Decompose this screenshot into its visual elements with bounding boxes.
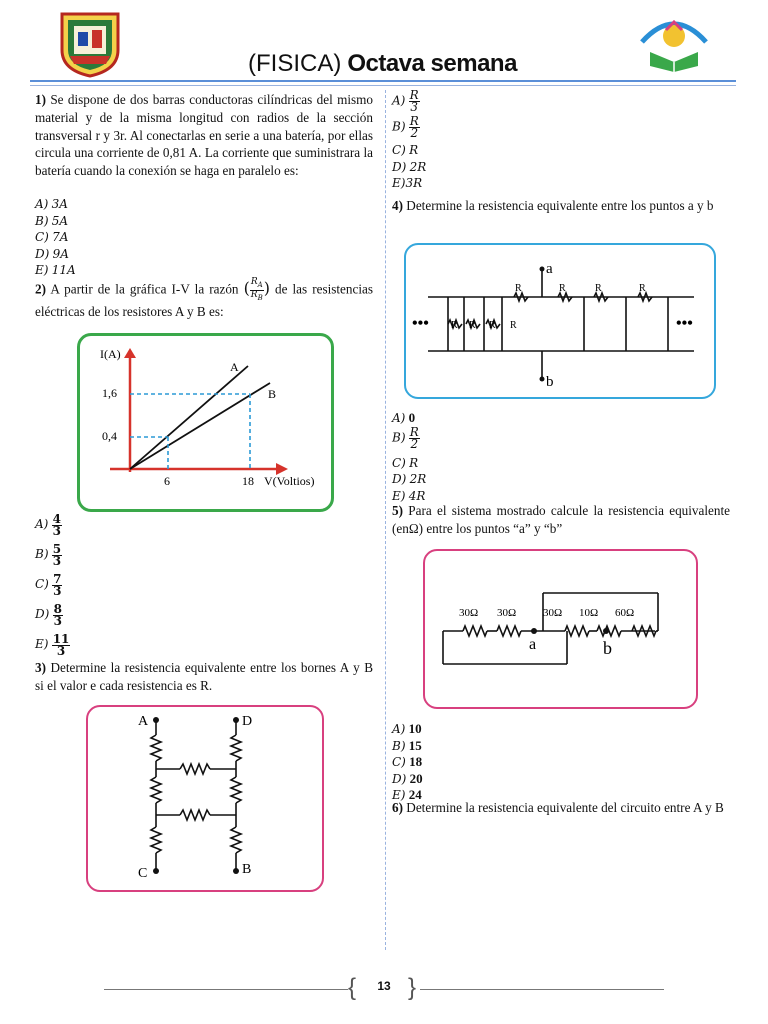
option-row [392,90,426,116]
y-axis-arrow [124,348,136,358]
circuit-5-diagram [425,551,696,707]
option-letter: E) [35,263,49,277]
ratio-denominator-sub: B [257,293,263,302]
line-a-label: A [230,360,239,374]
resistor-label: R [515,283,522,294]
option-fraction [52,631,71,658]
option-letter: C) [392,143,406,157]
option-row [35,229,76,246]
option-letter: E) [35,637,49,651]
option-letter: D) [392,771,407,786]
circuit-4-diagram [406,245,714,397]
question-1-number: 1) [35,92,46,107]
option-value: 20 [409,770,423,786]
option-fraction [53,601,63,628]
option-row [35,262,76,279]
option-value: 4R [408,488,426,503]
node-c-label: C [138,866,148,881]
resistor-label: R [595,283,602,294]
question-2-body-start: A partir de la gráfica I-V la razón [46,281,244,297]
footer-bracket-right: } [408,974,417,1001]
question-4-body: Determine la resistencia equivalente entre los puntos a y b [403,198,714,213]
option-letter: D) [35,607,50,621]
circuit-3-diagram [88,707,322,890]
option-numerator: 11 [52,631,70,646]
option-letter: A) [392,411,406,425]
x-axis-label: V(Voltios) [264,474,315,488]
option-letter: A) [35,197,49,211]
option-letter: B) [392,119,406,134]
option-value: 24 [408,787,422,802]
option-row [392,175,426,192]
option-numerator: 7 [53,571,62,586]
week-label: Octava semana [347,50,517,77]
option-letter: C) [392,455,406,470]
page-number: 13 [377,979,391,993]
ratio-close: ) [263,278,270,298]
question-5-number: 5) [392,503,403,518]
circuit-5-frame [423,549,698,709]
node-a-label: a [546,261,553,277]
iv-graph [80,336,331,509]
option-fraction [52,541,62,568]
option-letter: D) [35,246,50,261]
ratio-fraction [250,278,264,303]
option-fraction [409,90,420,113]
option-letter: D) [392,472,407,486]
school-crest-logo [56,10,124,78]
page-header-title [248,50,517,78]
option-denominator: 3 [52,523,61,538]
option-numerator: R [409,424,419,439]
option-row [35,539,70,569]
question-4-number: 4) [392,198,403,213]
column-divider [385,90,386,950]
node-b-label: B [242,862,252,877]
x-tick-label: 18 [242,474,254,488]
question-2-text [35,278,373,320]
option-value: 9A [52,246,69,261]
footer-line-left [104,989,348,990]
option-row [35,599,70,629]
option-denominator: 3 [52,553,62,568]
option-row [392,424,426,455]
question-6-number: 6) [392,800,403,815]
option-numerator: 8 [53,601,62,616]
footer-bracket-left: { [348,974,357,1001]
question-1-options [35,196,76,279]
ratio-numerator: R [250,277,258,287]
option-value: R [409,455,419,470]
question-3-options [392,90,426,192]
ratio-formula: ( [243,278,250,298]
line-b-label: B [268,387,277,401]
option-row [392,142,426,159]
option-fraction [409,424,420,451]
question-2-options [35,509,70,659]
node-b-label: b [603,638,612,658]
ellipsis-left: ••• [412,315,429,332]
footer-line-right [420,989,664,990]
option-row [35,246,76,263]
question-3-number: 3) [35,660,46,675]
resistor-label: R [559,283,566,294]
x-tick-label: 6 [164,474,170,488]
resistor-label: R [639,283,646,294]
option-letter: B) [35,547,49,561]
option-letter: B) [35,213,49,228]
option-row [392,455,426,472]
ratio-denominator: R [250,289,258,300]
option-denominator: 3 [53,613,62,628]
option-value: 3R [405,176,423,190]
option-fraction [52,511,62,538]
ratio-numerator-sub: A [257,280,263,289]
option-value: 5A [51,213,69,228]
option-denominator: 3 [53,583,62,598]
resistor-label: R [489,320,496,331]
option-row [392,738,423,755]
circuit-4-frame [404,243,716,399]
option-value: 11A [51,263,76,277]
subject-label: (FISICA) [248,50,342,77]
option-value: 3A [51,197,68,211]
option-letter: A) [35,517,49,531]
option-letter: B) [392,738,406,753]
node-a-label: A [138,714,149,729]
resistor-value-label: 60Ω [615,607,635,619]
header-divider-thin [30,85,736,86]
ellipsis-right: ••• [676,315,693,332]
question-3-text [35,659,373,695]
question-5-body: Para el sistema mostrado calcule la resistencia equivalente (enΩ) entre los puntos “a” y “b” [392,503,730,536]
circuit-3-frame [86,705,324,892]
option-numerator: 5 [52,541,62,556]
option-letter: C) [35,230,49,244]
option-row [392,116,426,142]
option-denominator: 3 [410,100,418,114]
option-letter: D) [392,159,407,174]
question-6-text [392,799,730,817]
y-tick-label: 1,6 [102,386,117,400]
question-5-options [392,721,423,804]
option-value: 2R [409,472,427,486]
option-numerator: R [409,88,419,102]
option-denominator: 2 [410,126,419,140]
option-row [392,771,423,788]
resistor-value-label: 30Ω [459,607,479,619]
option-row [35,509,70,539]
option-row [35,213,76,230]
question-4-text [392,197,730,215]
line-a [130,366,248,469]
y-tick-label: 0,4 [102,429,117,443]
option-fraction [52,571,62,598]
resistor-value-label: 30Ω [543,607,563,619]
node-b-label: b [546,374,554,390]
option-fraction [409,116,420,139]
option-value: R [409,143,419,157]
option-row [35,629,70,659]
option-letter: E) [392,488,406,503]
option-row [392,754,423,771]
header-divider [30,80,736,82]
academy-logo [636,12,712,74]
option-value: 7A [52,230,69,244]
option-letter: C) [35,577,49,591]
question-4-options [392,410,426,504]
option-letter: E) [392,788,406,802]
option-numerator: 4 [52,511,61,526]
option-letter: A) [392,722,406,736]
option-letter: A) [392,93,406,108]
question-2-body-end: de las resistencias eléctricas de los resistores A y B es: [35,281,373,319]
option-denominator: 3 [56,643,66,658]
iv-graph-frame [77,333,334,512]
question-1-text [35,91,373,180]
option-value: 18 [409,754,423,769]
question-2-number: 2) [35,281,46,297]
question-1-body: Se dispone de dos barras conductoras cilíndricas del mismo material y de la misma longitud con radios de la sección transversal r y 3r. Al conectarlas en serie a una batería, por ellas circula una corriente de 0,81 A. La corriente que suministrara la batería cuando la conexión se haga en paralelo es: [35,92,373,179]
resistor-label: R [469,320,476,331]
option-value: 2R [409,159,427,174]
option-letter: E) [392,176,406,190]
question-6-body: Determine la resistencia equivalente del circuito entre A y B [403,800,724,815]
option-value: 10 [408,721,422,736]
question-3-body: Determine la resistencia equivalente entre los bornes A y B si el valor e cada resistencia es R. [35,660,373,693]
option-row [392,159,426,176]
option-value: 15 [408,737,422,753]
node-d-label: D [242,714,253,729]
resistor-value-label: 10Ω [579,607,599,619]
option-row [392,721,423,738]
option-row [35,196,76,213]
resistor-value-label: 30Ω [497,607,517,619]
node-a-label: a [529,636,537,653]
option-denominator: 2 [410,436,419,451]
resistor-label: R [510,320,517,331]
option-letter: C) [392,755,406,769]
option-letter: B) [392,429,406,444]
option-row [392,471,426,488]
option-value: 0 [408,410,416,425]
y-axis-label: I(A) [100,347,121,361]
resistor-label: R [451,320,458,331]
option-numerator: R [409,114,419,128]
option-row [35,569,70,599]
line-b [130,383,270,469]
question-5-text [392,502,730,538]
